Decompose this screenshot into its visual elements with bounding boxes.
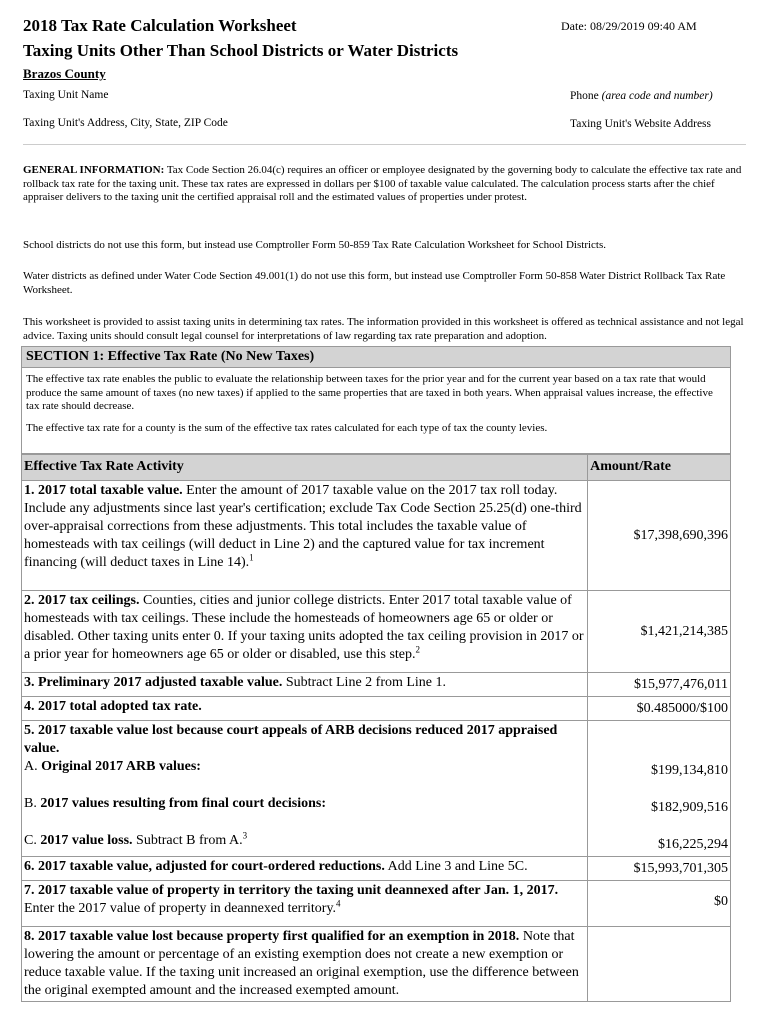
line-5c-prefix: C.: [24, 833, 37, 848]
footnote-ref[interactable]: 4: [336, 898, 341, 909]
general-information: [23, 164, 745, 205]
line-1-title: 1. 2017 total taxable value.: [24, 483, 183, 498]
line-5c-text: Subtract B from A.: [132, 833, 243, 848]
section-1-description: [21, 368, 731, 454]
line-5a: [24, 758, 585, 776]
line-3-amount: $15,977,476,011: [588, 673, 731, 697]
line-7-title: 7. 2017 taxable value of property in territory the taxing unit deannexed after Jan. 1, 2017.: [24, 883, 559, 898]
water-districts-note: Water districts as defined under Water Code Section 49.001(1) do not use this form, but instead use Comptroller Form 50-858 Water District Rollback Tax Rate Worksheet.: [23, 270, 726, 296]
line-5a-label: Original 2017 ARB values:: [37, 759, 201, 774]
taxing-unit-name-label: Taxing Unit Name: [23, 89, 109, 101]
line-4-amount: $0.485000/$100: [588, 697, 731, 721]
print-date: Date: 08/29/2019 09:40 AM: [561, 19, 697, 33]
line-2-amount: $1,421,214,385: [588, 591, 731, 673]
general-info-text: Tax Code Section 26.04(c) requires an officer or employee designated by the governing body to calculate the effective tax rate and rollback tax rate for the taxing unit. These tax rates are expressed in dollars per $100 of taxable value calculated. The calculation process starts after the chief appraiser delivers to the taxing unit the certified appraisal roll and the estimated values of properties under protest.: [23, 164, 742, 203]
general-info-lead: GENERAL INFORMATION:: [23, 164, 165, 176]
line-5b-amount: $182,909,516: [651, 800, 728, 815]
line-8-title: 8. 2017 taxable value lost because property first qualified for an exemption in 2018.: [24, 929, 520, 944]
line-2-text: Counties, cities and junior college districts. Enter 2017 total taxable value of homesteads with tax ceilings. These include the homesteads of homeowners age 65 or older or disabled. Other taxing units enter 0. If your taxing units adopted the tax ceiling provision in 2017 or a prior year for homeowners age 65 or older or disabled, use this step.: [24, 593, 584, 662]
line-1-amount: $17,398,690,396: [588, 481, 731, 591]
section-1-heading: SECTION 1: Effective Tax Rate (No New Taxes): [21, 346, 731, 368]
header-divider: [23, 144, 746, 145]
line-8-text: Note that lowering the amount or percentage of an existing exemption does not create a new exemption or reduce taxable value. If the taxing unit increased an original exemption, use the difference between the original exempted amount and the increased exempted amount.: [24, 929, 579, 998]
line-3-description: [22, 673, 588, 697]
line-7-text: Enter the 2017 value of property in deannexed territory.: [24, 901, 337, 916]
line-5-description: [22, 721, 588, 857]
footnote-ref[interactable]: 3: [242, 830, 248, 841]
table-row: [22, 857, 731, 881]
line-7-amount: $0: [588, 881, 731, 927]
line-6-text: Add Line 3 and Line 5C.: [384, 859, 528, 874]
line-2-title: 2. 2017 tax ceilings.: [24, 593, 140, 608]
line-8-amount: [588, 927, 731, 1002]
section-1-desc-1: The effective tax rate enables the public to evaluate the relationship between taxes for the prior year and for the current year based on a tax rate that would produce the same amount of taxes (no new taxes) if applied to the same properties that are taxed in both years. When appraisal values increase, the effective tax rate should decrease.: [26, 373, 713, 412]
section-1-desc-2: The effective tax rate for a county is the sum of the effective tax rates calculated for each type of tax the county levies.: [26, 421, 548, 434]
line-1-text: Enter the amount of 2017 taxable value on the 2017 tax roll today. Include any adjustments since last year's certification; exclude Tax Code Section 25.25(d) one-third over-appraisal corrections from these adjustments. This total includes the taxable value of homesteads with tax ceilings (will deduct in Line 2) and the captured value for tax increment financing (will deduct taxes in Line 14).: [24, 483, 582, 570]
line-6-amount: $15,993,701,305: [588, 857, 731, 881]
line-5-amounts: [588, 721, 731, 857]
line-1-description: [22, 481, 588, 591]
line-5a-amount: $199,134,810: [651, 763, 728, 778]
website-label: Taxing Unit's Website Address: [570, 118, 711, 130]
line-5c-label: 2017 value loss.: [36, 833, 133, 848]
footnote-ref[interactable]: 2: [415, 644, 420, 655]
line-8-description: [22, 927, 588, 1002]
address-label: Taxing Unit's Address, City, State, ZIP Code: [23, 117, 228, 129]
phone-hint: (area code and number): [601, 90, 713, 102]
county-name: Brazos County: [23, 66, 106, 81]
worksheet-title: 2018 Tax Rate Calculation Worksheet: [23, 16, 297, 35]
school-districts-note: School districts do not use this form, but instead use Comptroller Form 50-859 Tax Rate Calculation Worksheet for School Districts.: [23, 239, 607, 251]
col-activity-header: Effective Tax Rate Activity: [22, 455, 588, 481]
line-5b: [24, 795, 585, 813]
line-7-description: [22, 881, 588, 927]
line-5b-label: 2017 values resulting from final court decisions:: [36, 796, 327, 811]
table-row: [22, 591, 731, 673]
table-row: [22, 881, 731, 927]
line-5c-amount: $16,225,294: [658, 837, 728, 852]
line-6-description: [22, 857, 588, 881]
effective-tax-rate-table: [21, 454, 731, 1002]
line-4-title: 4. 2017 total adopted tax rate.: [24, 699, 202, 714]
line-3-title: 3. Preliminary 2017 adjusted taxable value.: [24, 675, 283, 690]
line-5b-prefix: B.: [24, 796, 37, 811]
table-row: [22, 927, 731, 1002]
table-row: [22, 673, 731, 697]
worksheet-subtitle: Taxing Units Other Than School Districts or Water Districts: [23, 41, 459, 60]
table-row: [22, 697, 731, 721]
footnote-ref[interactable]: 1: [249, 552, 254, 563]
line-6-title: 6. 2017 taxable value, adjusted for court-ordered reductions.: [24, 859, 385, 874]
phone-label: [570, 90, 713, 102]
phone-label-text: Phone: [570, 90, 599, 102]
table-row: [22, 481, 731, 591]
line-4-description: [22, 697, 588, 721]
table-header-row: [22, 455, 731, 481]
table-row: [22, 721, 731, 857]
line-5a-prefix: A.: [24, 759, 38, 774]
line-5-title: 5. 2017 taxable value lost because court appeals of ARB decisions reduced 2017 appraised value.: [24, 723, 558, 756]
col-amount-header: Amount/Rate: [588, 455, 731, 481]
line-3-text: Subtract Line 2 from Line 1.: [282, 675, 447, 690]
legal-disclaimer: This worksheet is provided to assist taxing units in determining tax rates. The information provided in this worksheet is offered as technical assistance and not legal advice. Taxing units should consult legal counsel for interpretations of law regarding tax rate preparation and adoption.: [23, 316, 744, 342]
line-5c: [24, 832, 585, 850]
line-2-description: [22, 591, 588, 673]
